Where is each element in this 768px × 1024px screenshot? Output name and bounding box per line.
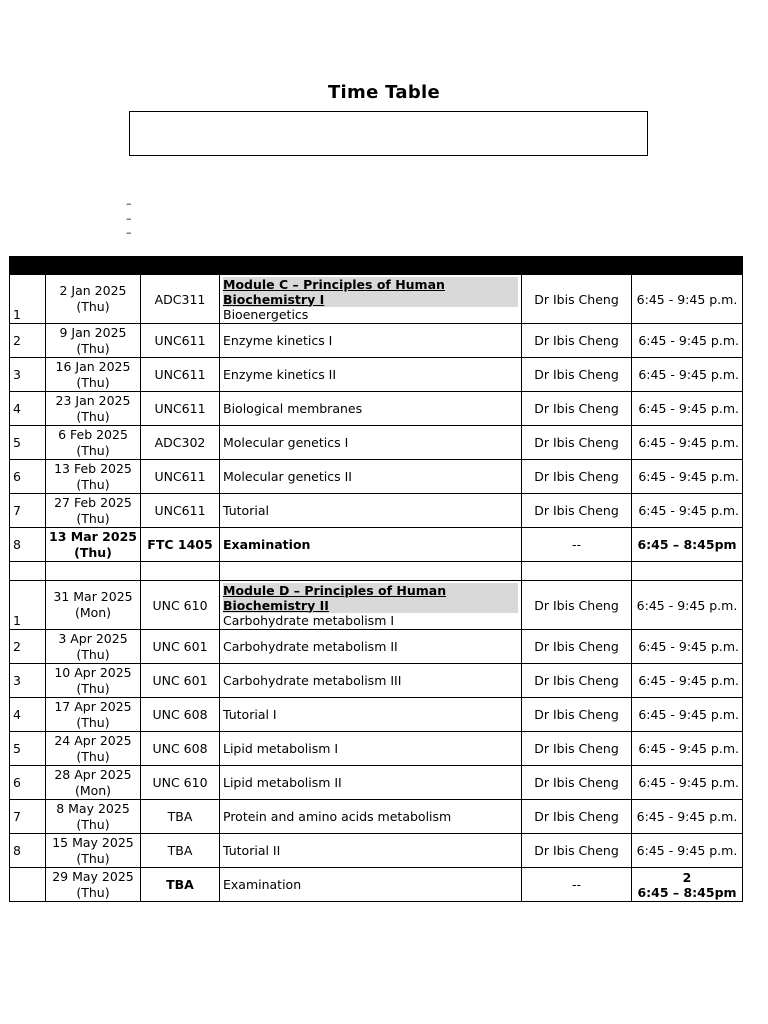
lesson-venue: UNC 601	[141, 664, 220, 698]
lesson-lecturer: --	[522, 868, 632, 902]
lesson-date: 31 Mar 2025 (Mon)	[46, 581, 141, 630]
table-row	[10, 358, 743, 392]
lesson-venue: UNC611	[141, 358, 220, 392]
lesson-time: 6:45 - 9:45 p.m.	[632, 324, 743, 358]
lesson-lecturer: Dr Ibis Cheng	[522, 426, 632, 460]
lesson-date: 15 May 2025 (Thu)	[46, 834, 141, 868]
dash-3: –	[126, 226, 132, 239]
lesson-no: 3	[10, 358, 46, 392]
lesson-topic: Carbohydrate metabolism III	[220, 664, 522, 698]
lesson-no: 3	[10, 664, 46, 698]
lesson-lecturer: Dr Ibis Cheng	[522, 800, 632, 834]
lesson-no: 1	[10, 275, 46, 324]
lesson-topic: Module D – Principles of Human Biochemistry II Carbohydrate metabolism I	[220, 581, 522, 630]
lesson-lecturer: Dr Ibis Cheng	[522, 834, 632, 868]
lesson-venue: UNC611	[141, 324, 220, 358]
lesson-no: 5	[10, 732, 46, 766]
lesson-no: 8	[10, 528, 46, 562]
lesson-lecturer: Dr Ibis Cheng	[522, 698, 632, 732]
lesson-date: 8 May 2025 (Thu)	[46, 800, 141, 834]
title-box	[129, 111, 648, 156]
lesson-venue: ADC302	[141, 426, 220, 460]
lesson-time: 6:45 - 9:45 p.m.	[632, 800, 743, 834]
table-row	[10, 698, 743, 732]
lesson-time: 6:45 - 9:45 p.m.	[632, 494, 743, 528]
lesson-lecturer: Dr Ibis Cheng	[522, 460, 632, 494]
lesson-lecturer: Dr Ibis Cheng	[522, 630, 632, 664]
lesson-lecturer: Dr Ibis Cheng	[522, 358, 632, 392]
lesson-venue: UNC611	[141, 460, 220, 494]
lesson-date: 16 Jan 2025 (Thu)	[46, 358, 141, 392]
lesson-topic: Tutorial	[220, 494, 522, 528]
lesson-time: 6:45 - 9:45 p.m.	[632, 732, 743, 766]
lesson-venue: UNC 608	[141, 732, 220, 766]
table-row	[10, 732, 743, 766]
lesson-no: 1	[10, 581, 46, 630]
lesson-venue: UNC611	[141, 494, 220, 528]
lesson-time: 6:45 - 9:45 p.m.	[632, 834, 743, 868]
table-spacer-row	[10, 562, 743, 581]
lesson-no: 2	[10, 324, 46, 358]
lesson-date: 23 Jan 2025 (Thu)	[46, 392, 141, 426]
lesson-date: 3 Apr 2025 (Thu)	[46, 630, 141, 664]
lesson-no: 7	[10, 800, 46, 834]
table-row	[10, 324, 743, 358]
lesson-date: 13 Mar 2025 (Thu)	[46, 528, 141, 562]
lesson-date: 9 Jan 2025 (Thu)	[46, 324, 141, 358]
lesson-venue: TBA	[141, 868, 220, 902]
lesson-lecturer: Dr Ibis Cheng	[522, 324, 632, 358]
lesson-time: 6:45 - 9:45 p.m.	[632, 630, 743, 664]
lesson-no: 2	[10, 630, 46, 664]
lesson-lecturer: Dr Ibis Cheng	[522, 766, 632, 800]
table-row	[10, 630, 743, 664]
table-row	[10, 426, 743, 460]
module-heading: Module C – Principles of Human Biochemistry I	[223, 277, 518, 307]
table-row	[10, 868, 743, 902]
lesson-topic: Examination	[220, 528, 522, 562]
lesson-topic: Protein and amino acids metabolism	[220, 800, 522, 834]
lesson-topic: Molecular genetics I	[220, 426, 522, 460]
lesson-date: 2 Jan 2025 (Thu)	[46, 275, 141, 324]
lesson-date: 28 Apr 2025 (Mon)	[46, 766, 141, 800]
lesson-lecturer: Dr Ibis Cheng	[522, 664, 632, 698]
lesson-no: 4	[10, 698, 46, 732]
lesson-venue: TBA	[141, 800, 220, 834]
lesson-venue: UNC611	[141, 392, 220, 426]
table-row	[10, 800, 743, 834]
lesson-topic: Carbohydrate metabolism II	[220, 630, 522, 664]
lesson-date: 13 Feb 2025 (Thu)	[46, 460, 141, 494]
module-heading: Module D – Principles of Human Biochemistry II	[223, 583, 518, 613]
lesson-topic: Lipid metabolism I	[220, 732, 522, 766]
lesson-lecturer: Dr Ibis Cheng	[522, 581, 632, 630]
page-title: Time Table	[327, 82, 441, 103]
lesson-topic: Examination	[220, 868, 522, 902]
lesson-date: 17 Apr 2025 (Thu)	[46, 698, 141, 732]
lesson-topic: Tutorial I	[220, 698, 522, 732]
lesson-no: 7	[10, 494, 46, 528]
table-row	[10, 392, 743, 426]
lesson-time: 6:45 - 9:45 p.m.	[632, 698, 743, 732]
lesson-date: 27 Feb 2025 (Thu)	[46, 494, 141, 528]
lesson-venue: UNC 601	[141, 630, 220, 664]
table-row	[10, 275, 743, 324]
lesson-date: 29 May 2025 (Thu)	[46, 868, 141, 902]
lesson-time: 6:45 - 9:45 p.m.	[632, 581, 743, 630]
table-row	[10, 528, 743, 562]
lesson-topic: Module C – Principles of Human Biochemistry I Bioenergetics	[220, 275, 522, 324]
table-row	[10, 460, 743, 494]
lesson-lecturer: Dr Ibis Cheng	[522, 494, 632, 528]
lesson-time: 6:45 - 9:45 p.m.	[632, 766, 743, 800]
lesson-time: 6:45 - 9:45 p.m.	[632, 275, 743, 324]
lesson-lecturer: Dr Ibis Cheng	[522, 392, 632, 426]
lesson-venue: UNC 608	[141, 698, 220, 732]
lesson-topic: Molecular genetics II	[220, 460, 522, 494]
table-row	[10, 494, 743, 528]
lesson-no: 6	[10, 766, 46, 800]
lesson-topic: Lipid metabolism II	[220, 766, 522, 800]
lesson-date: 24 Apr 2025 (Thu)	[46, 732, 141, 766]
lesson-time: 6:45 - 9:45 p.m.	[632, 460, 743, 494]
lesson-topic: Tutorial II	[220, 834, 522, 868]
table-row	[10, 664, 743, 698]
lesson-venue: FTC 1405	[141, 528, 220, 562]
table-row	[10, 766, 743, 800]
lesson-topic: Enzyme kinetics II	[220, 358, 522, 392]
lesson-time: 6:45 - 9:45 p.m.	[632, 392, 743, 426]
lesson-topic: Biological membranes	[220, 392, 522, 426]
lesson-lecturer: Dr Ibis Cheng	[522, 275, 632, 324]
lesson-time: 2 6:45 – 8:45pm	[632, 868, 743, 902]
table-row	[10, 581, 743, 630]
table-row	[10, 834, 743, 868]
lesson-venue: UNC 610	[141, 766, 220, 800]
lesson-date: 6 Feb 2025 (Thu)	[46, 426, 141, 460]
dash-1: –	[126, 197, 132, 210]
lesson-no: 8	[10, 834, 46, 868]
lesson-no: 6	[10, 460, 46, 494]
lesson-no	[10, 868, 46, 902]
lesson-topic: Enzyme kinetics I	[220, 324, 522, 358]
lesson-time: 6:45 - 9:45 p.m.	[632, 664, 743, 698]
lesson-lecturer: --	[522, 528, 632, 562]
table-header-bar	[10, 257, 743, 275]
lesson-no: 5	[10, 426, 46, 460]
lesson-time: 6:45 – 8:45pm	[632, 528, 743, 562]
lesson-lecturer: Dr Ibis Cheng	[522, 732, 632, 766]
lesson-no: 4	[10, 392, 46, 426]
lesson-venue: ADC311	[141, 275, 220, 324]
lesson-venue: UNC 610	[141, 581, 220, 630]
timetable	[9, 256, 743, 902]
dash-2: –	[126, 212, 132, 225]
lesson-venue: TBA	[141, 834, 220, 868]
lesson-time: 6:45 - 9:45 p.m.	[632, 426, 743, 460]
lesson-date: 10 Apr 2025 (Thu)	[46, 664, 141, 698]
lesson-time: 6:45 - 9:45 p.m.	[632, 358, 743, 392]
